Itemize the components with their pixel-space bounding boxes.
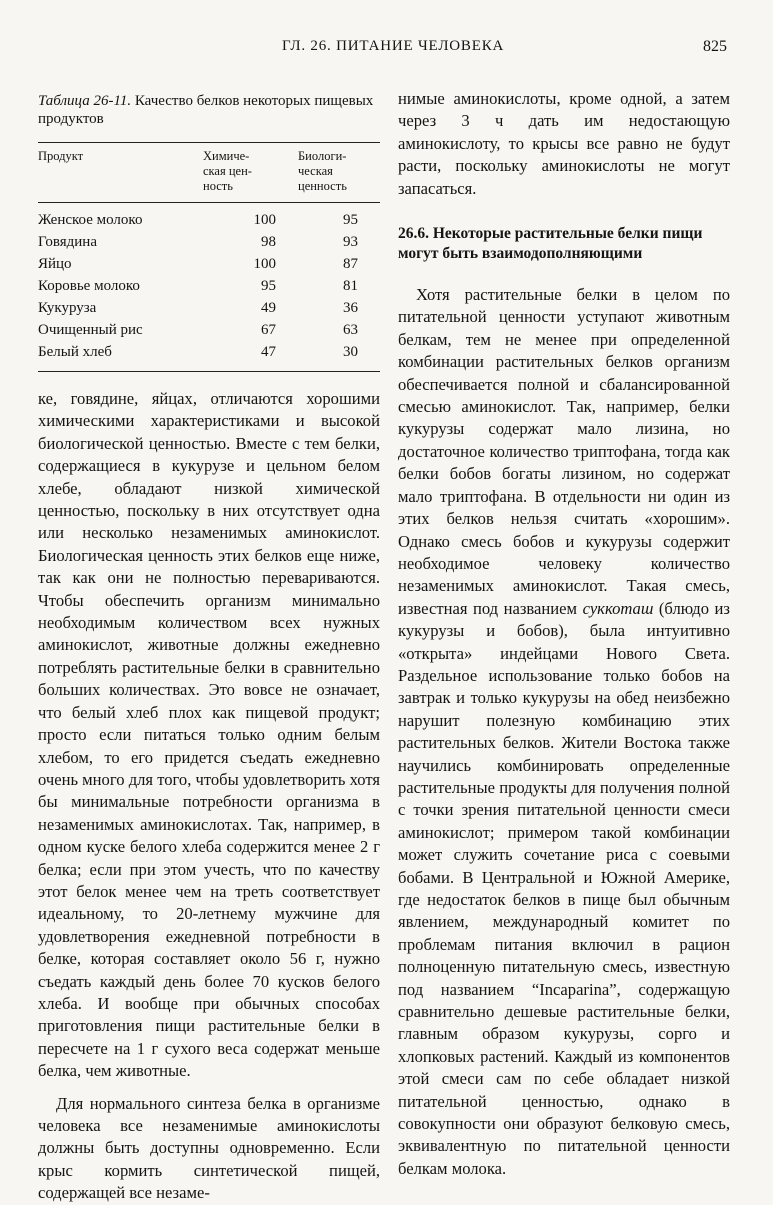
table-row <box>38 321 380 343</box>
left-paragraph-1: ке, говядине, яйцах, отличаются хорошими химическими характеристиками и высокой биологической ценностью. Вместе с тем белки, содержащиеся в кукурузе и цельном белом хлебе, обладают низкой химической ценностью, поскольку в них отсутствует одна или несколько незаменимых аминокислот. Биологическая ценность этих белков еще ниже, так как они не полностью перевариваются. Чтобы обеспечить организм минимально необходимым количеством всех нужных аминокислот, животные должны ежедневно потреблять растительные белки в сравнительно больших количествах. Это вовсе не означает, что белый хлеб плох как пищевой продукт; просто если питаться только одним белым хлебом, то его придется съедать ежедневно очень много для того, чтобы удовлетворить хотя бы минимальные потребности организма в незаменимых аминокислотах. Так, например, в одном куске белого хлеба содержится менее 2 г белка; если при этом учесть, что по качеству этот белок менее чем на треть соответствует идеальному, то 20-летнему мужчине для удовлетворения ежедневной потребности в белке, которая составляет около 56 г, нужно съедать каждый день более 70 кусков белого хлеба. И вообще при обычных способах приготовления пищи растительные белки в пересчете на 1 г сухого веса содержат меньше белка, чем животные. <box>38 389 381 1081</box>
table-row <box>38 233 380 255</box>
table-cell-chemical: 100 <box>253 212 276 228</box>
table-cell-product: Женское молоко <box>38 212 143 228</box>
left-paragraph-2: Для нормального синтеза белка в организме человека все незаменимые аминокислоты должны быть доступны одновременно. Если крыс кормить синтетической пищей, содержащей все незаме- <box>38 1093 380 1203</box>
table-header-biological: Биологи- ческая ценность <box>298 143 380 203</box>
table-cell-chemical: 47 <box>203 343 298 372</box>
table-cell-product: Белый хлеб <box>38 343 203 372</box>
table-cell-biological: 63 <box>343 322 358 338</box>
page-number: 825 <box>703 38 727 55</box>
table-row <box>38 343 380 372</box>
protein-quality-table <box>38 142 380 372</box>
table-cell-product: Очищенный рис <box>38 322 143 338</box>
table-header-product: Продукт <box>38 143 203 203</box>
table-header-row <box>38 143 380 203</box>
page-header <box>0 38 773 62</box>
table-cell-biological: 30 <box>298 343 380 372</box>
table-cell-chemical: 95 <box>261 278 276 294</box>
table-row <box>38 299 380 321</box>
term-succotash: суккоташ <box>582 598 654 618</box>
table-caption <box>38 92 380 128</box>
table-header-chemical: Химиче- ская цен- ность <box>203 143 298 203</box>
table-row <box>38 203 380 234</box>
table-cell-product: Яйцо <box>38 256 72 272</box>
right-paragraph-1-part-b: (блюдо из кукурузы и бобов), была интуитивно «открыта» индейцами Нового Света. Раздельное использование только бобов на завтрак и только кукурузы на обед неизбежно нарушит полезную комбинацию этих растительных белков. Жители Востока также научились комбинировать определенные растительные продукты для получения полной с точки зрения питательной ценности смеси аминокислот; примером такой комбинации может служить сочетание риса с соевыми бобами. В Центральной и Южной Америке, где недостаток белков в пище был обычным явлением, международный комитет по проблемам питания включил в рацион полноценную питательную смесь, известную под названием “Incaparina”, содержащую сравнительно дешевые растительные белки, главным образом кукурузы, сорго и хлопковых растений. Каждый из компонентов этой смеси сам по себе обладает низкой питательной ценностью, однако в совокупности они образуют белковую смесь, эквивалентную по питательной ценности белкам молока. <box>398 598 730 1178</box>
table-cell-product: Говядина <box>38 234 97 250</box>
table-row <box>38 255 380 277</box>
table-cell-chemical: 67 <box>261 322 276 338</box>
left-column <box>38 92 380 1205</box>
table-cell-biological: 36 <box>343 300 358 316</box>
table-cell-biological: 95 <box>343 212 358 228</box>
table-cell-chemical: 100 <box>253 256 276 272</box>
table-cell-biological: 81 <box>343 278 358 294</box>
right-paragraph-continuation: нимые аминокислоты, кроме одной, а затем через 3 ч дать им недостающую аминокислоту, то крысы все равно не будут расти, поскольку аминокислоты не могут запасаться. <box>398 89 730 198</box>
right-paragraph-1 <box>398 284 730 1180</box>
table-row <box>38 277 380 299</box>
right-column <box>398 88 730 1180</box>
section-heading: 26.6. Некоторые растительные белки пищи могут быть взаимодополняющими <box>398 225 703 263</box>
table-cell-product: Коровье молоко <box>38 278 140 294</box>
table-cell-chemical: 49 <box>261 300 276 316</box>
table-cell-product: Кукуруза <box>38 300 97 316</box>
table-cell-chemical: 98 <box>261 234 276 250</box>
table-cell-biological: 87 <box>343 256 358 272</box>
running-head: ГЛ. 26. ПИТАНИЕ ЧЕЛОВЕКА <box>282 38 505 54</box>
right-paragraph-1-part-a: Хотя растительные белки в целом по питательной ценности уступают животным белкам, тем не менее при определенной комбинации растительных белков организм обеспечивается полной и сбалансированной смесью аминокислот. Так, например, белки кукурузы содержат мало лизина, но достаточное количество триптофана, тогда как белки бобов богаты лизином, но содержат мало триптофана. В отдельности ни один из этих белков нельзя считать «хорошим». Однако смесь бобов и кукурузы содержит необходимое человеку количество незаменимых аминокислот. Такая смесь, известная под названием <box>398 285 730 618</box>
table-caption-label: Таблица 26-11. <box>38 93 132 109</box>
table-caption-text: Качество белков некоторых пищевых продуктов <box>38 93 374 127</box>
table-cell-biological: 93 <box>343 234 358 250</box>
